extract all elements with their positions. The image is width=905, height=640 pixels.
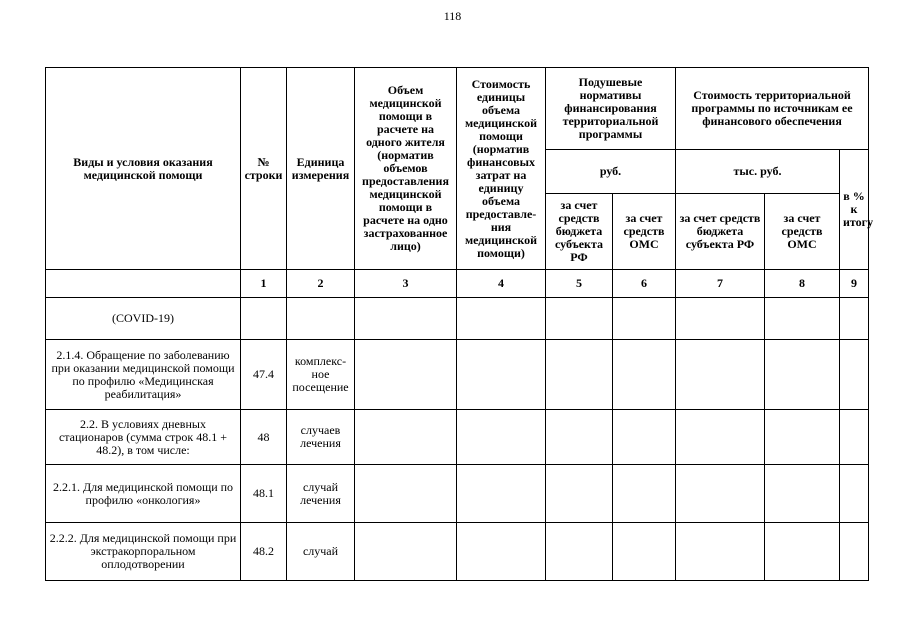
header-oms-thous: за счет средств ОМС (765, 194, 840, 270)
header-kinds: Виды и условия оказания медицинской помощи (46, 68, 241, 270)
header-unit: Единица измерения (287, 68, 355, 270)
cell-empty (840, 410, 869, 465)
cell-empty (676, 465, 765, 523)
cell-empty (355, 523, 457, 581)
header-cost: Стоимость единицы объема медицинской помощи (норматив финансовых затрат на единицу объема предоставле-ния медицинской помощи) (457, 68, 546, 270)
cell-empty (457, 340, 546, 410)
header-volume: Объем медицинской помощи в расчете на одного жителя (норматив объемов предоставления медицинской помощи в расчете на одно застрахованное лицо) (355, 68, 457, 270)
cell-empty (457, 410, 546, 465)
cell-empty (546, 523, 613, 581)
header-per-capita: Подушевые нормативы финансирования территориальной программы (546, 68, 676, 150)
cell-empty (613, 465, 676, 523)
cell-empty (613, 410, 676, 465)
row-line (241, 298, 287, 340)
row-name: 2.2.1. Для медицинской помощи по профилю «онкология» (46, 465, 241, 523)
cell-empty (840, 298, 869, 340)
header-budget-rub: за счет средств бюджета субъекта РФ (546, 194, 613, 270)
cell-empty (546, 465, 613, 523)
cell-empty (546, 298, 613, 340)
header-thous-rub: тыс. руб. (676, 150, 840, 194)
cell-empty (765, 465, 840, 523)
row-name: 2.1.4. Обращение по заболеванию при оказании медицинской помощи по профилю «Медицинская реабилитация» (46, 340, 241, 410)
col-number: 7 (676, 270, 765, 298)
page-number: 118 (443, 9, 462, 23)
col-number-empty (46, 270, 241, 298)
column-number-row (46, 270, 869, 298)
cell-empty (546, 410, 613, 465)
cell-empty (355, 465, 457, 523)
cell-empty (840, 465, 869, 523)
cell-empty (613, 340, 676, 410)
row-name: (COVID-19) (46, 298, 241, 340)
header-territorial-cost: Стоимость территориальной программы по источникам ее финансового обеспечения (676, 68, 869, 150)
col-number: 8 (765, 270, 840, 298)
cell-empty (457, 298, 546, 340)
cell-empty (355, 340, 457, 410)
cell-empty (676, 523, 765, 581)
cell-empty (765, 340, 840, 410)
cell-empty (840, 523, 869, 581)
row-unit: случаев лечения (287, 410, 355, 465)
header-oms-rub: за счет средств ОМС (613, 194, 676, 270)
cell-empty (765, 523, 840, 581)
header-percent: в % к итогу (840, 150, 869, 270)
cell-empty (765, 410, 840, 465)
row-line: 48 (241, 410, 287, 465)
header-budget-thous: за счет средств бюджета субъекта РФ (676, 194, 765, 270)
row-name: 2.2.2. Для медицинской помощи при экстракорпоральном оплодотворении (46, 523, 241, 581)
row-line: 47.4 (241, 340, 287, 410)
row-unit (287, 298, 355, 340)
col-number: 6 (613, 270, 676, 298)
row-line: 48.2 (241, 523, 287, 581)
table-row (46, 523, 869, 581)
col-number: 5 (546, 270, 613, 298)
row-unit: комплекс-ное посещение (287, 340, 355, 410)
table-row (46, 298, 869, 340)
cell-empty (457, 523, 546, 581)
cell-empty (676, 298, 765, 340)
table-row (46, 465, 869, 523)
row-unit: случай лечения (287, 465, 355, 523)
col-number: 2 (287, 270, 355, 298)
cell-empty (457, 465, 546, 523)
cell-empty (840, 340, 869, 410)
cell-empty (613, 523, 676, 581)
financing-table (45, 67, 874, 581)
col-number: 3 (355, 270, 457, 298)
cell-empty (676, 340, 765, 410)
cell-empty (355, 298, 457, 340)
cell-empty (355, 410, 457, 465)
cell-empty (676, 410, 765, 465)
col-number: 1 (241, 270, 287, 298)
header-rub: руб. (546, 150, 676, 194)
cell-empty (613, 298, 676, 340)
header-line-no: № строки (241, 68, 287, 270)
row-unit: случай (287, 523, 355, 581)
row-name: 2.2. В условиях дневных стационаров (сумма строк 48.1 + 48.2), в том числе: (46, 410, 241, 465)
cell-empty (546, 340, 613, 410)
col-number: 4 (457, 270, 546, 298)
col-number: 9 (840, 270, 869, 298)
row-line: 48.1 (241, 465, 287, 523)
table-row (46, 410, 869, 465)
table-row (46, 340, 869, 410)
cell-empty (765, 298, 840, 340)
